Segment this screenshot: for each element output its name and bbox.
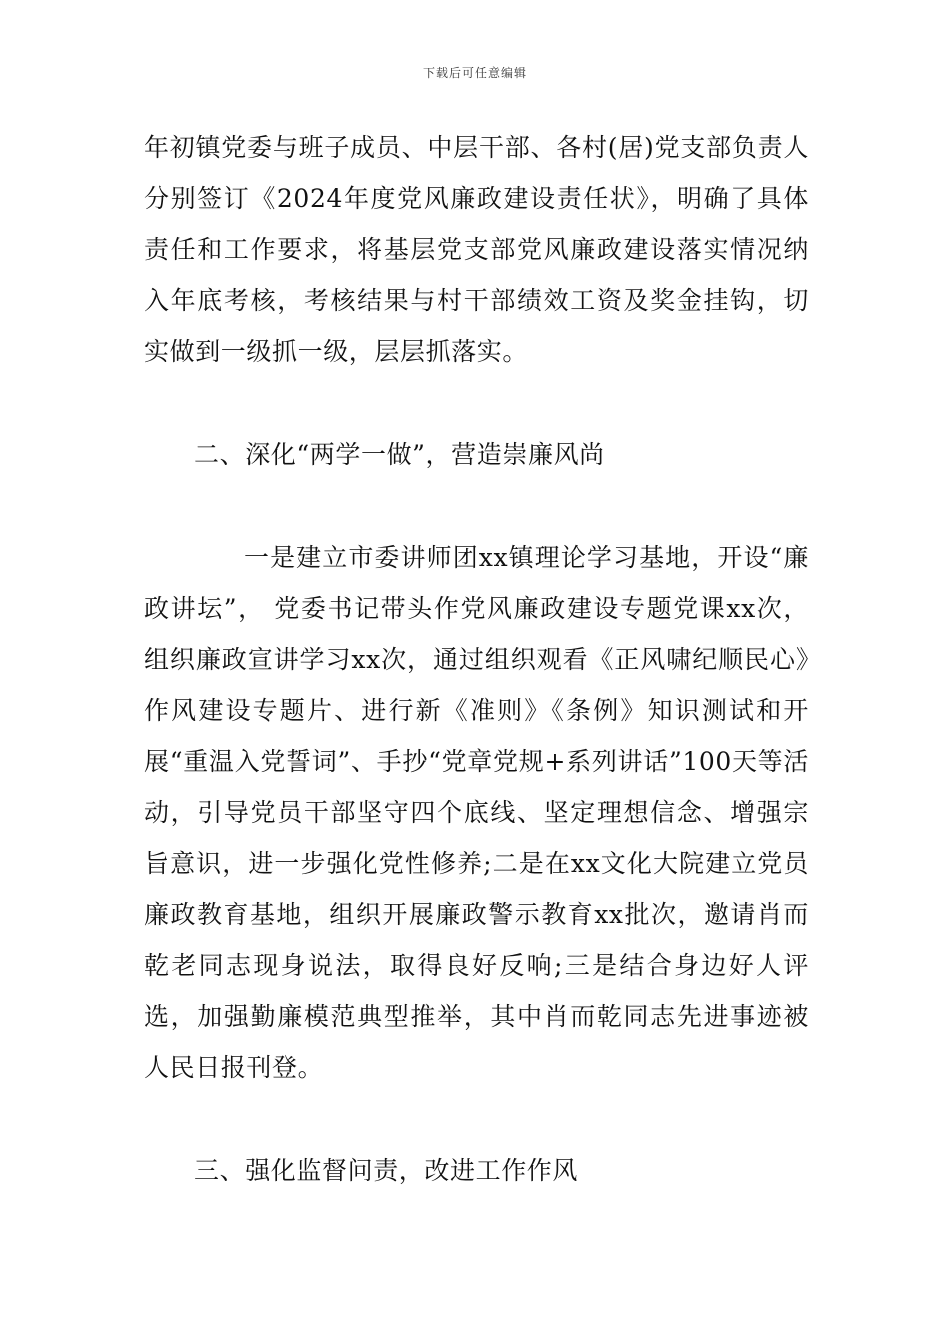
- section-heading-3: 三、强化监督问责，改进工作作风: [194, 1156, 579, 1185]
- page-header: 下载后可任意编辑: [422, 66, 527, 80]
- paragraph-responsibility: 年初镇党委与班子成员、中层干部、各村(居)党支部负责人分别签订《2024年度党风廉政建设责任状》，明确了具体责任和工作要求，将基层党支部党风廉政建设落实情况纳入年底考核，考核结果与村干部绩效工资及奖金挂钩，切实做到一级抓一级，层层抓落实。: [144, 133, 809, 366]
- paragraph-study-education: 一是建立市委讲师团xx镇理论学习基地，开设“廉政讲坛”， 党委书记带头作党风廉政建设专题党课xx次，组织廉政宣讲学习xx次，通过组织观看《正风啸纪顺民心》作风建设专题片、进行新《准则》《条例》知识测试和开展“重温入党誓词”、手抄“党章党规+系列讲话”100天等活动，引导党员干部坚守四个底线、坚定理想信念、增强宗旨意识，进一步强化党性修养;二是在xx文化大院建立党员廉政教育基地，组织开展廉政警示教育xx批次，邀请肖而乾老同志现身说法，取得良好反响;三是结合身边好人评选，加强勤廉模范典型推举，其中肖而乾同志先进事迹被人民日报刊登。: [144, 543, 809, 1082]
- section-heading-2: 二、深化“两学一做”，营造崇廉风尚: [194, 440, 605, 469]
- document-body: [144, 122, 809, 1196]
